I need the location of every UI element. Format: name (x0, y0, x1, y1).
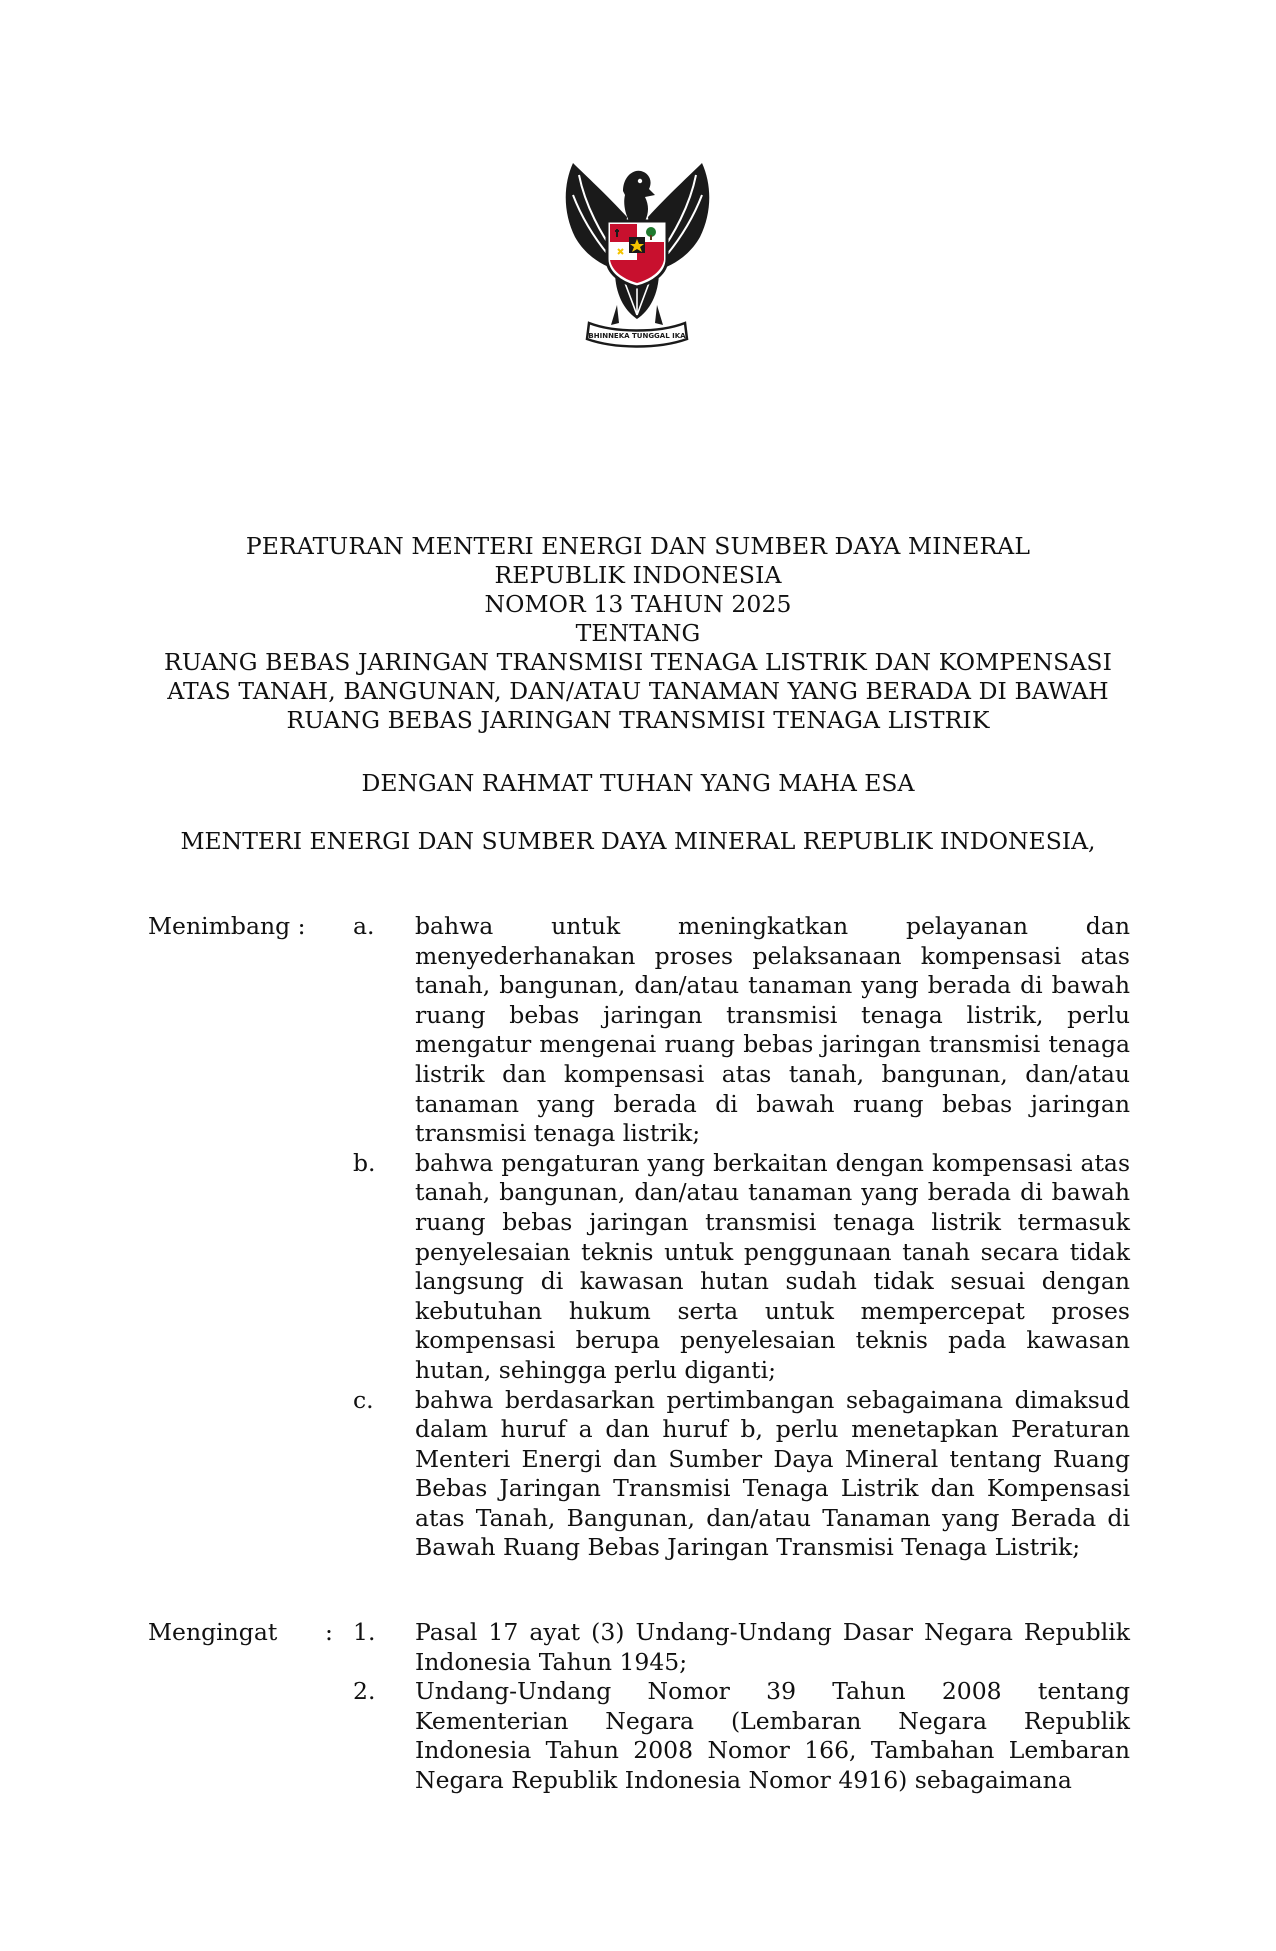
garuda-emblem-graphic (545, 155, 730, 355)
item-marker: 2. (353, 1677, 376, 1706)
mengingat-label: Mengingat (148, 1618, 278, 1646)
title-line: ATAS TANAH, BANGUNAN, DAN/ATAU TANAMAN YANG BERADA DI BAWAH (167, 677, 1109, 705)
mengingat-colon: : (325, 1618, 333, 1646)
regulation-title (100, 532, 1176, 735)
item-text: bahwa untuk meningkatkan pelayanan dan menyederhanakan proses pelaksanaan kompensasi atas tanah, bangunan, dan/atau tanaman yang berada di bawah ruang bebas jaringan transmisi tenaga listrik, perlu mengatur mengenai ruang bebas jaringan transmisi tenaga listrik dan kompensasi atas tanah, bangunan, dan/atau tanaman yang berada di bawah ruang bebas jaringan transmisi tenaga listrik; (415, 912, 1130, 1148)
mengingat-section (0, 1618, 1276, 1796)
item-text: Pasal 17 ayat (3) Undang-Undang Dasar Negara Republik Indonesia Tahun 1945; (415, 1618, 1130, 1676)
menimbang-item (0, 912, 1276, 1149)
menimbang-label: Menimbang : (148, 912, 306, 940)
title-line: RUANG BEBAS JARINGAN TRANSMISI TENAGA LISTRIK DAN KOMPENSASI (163, 648, 1112, 676)
mengingat-item (0, 1618, 1276, 1677)
title-line: NOMOR 13 TAHUN 2025 (484, 590, 792, 618)
item-marker: b. (353, 1148, 376, 1177)
item-text: Undang-Undang Nomor 39 Tahun 2008 tentang Kementerian Negara (Lembaran Negara Republik Indonesia Tahun 2008 Nomor 166, Tambahan Lembaran Negara Republik Indonesia Nomor 4916) sebagaimana (415, 1677, 1130, 1794)
menimbang-item (0, 1149, 1276, 1386)
item-marker: 1. (353, 1618, 376, 1646)
item-marker: c. (353, 1385, 374, 1414)
menimbang-section (0, 912, 1276, 1563)
rahmat-line: DENGAN RAHMAT TUHAN YANG MAHA ESA (361, 769, 915, 797)
title-line: TENTANG (575, 619, 701, 647)
title-line: PERATURAN MENTERI ENERGI DAN SUMBER DAYA MINERAL (245, 532, 1031, 560)
garuda-emblem (545, 155, 730, 355)
title-line: RUANG BEBAS JARINGAN TRANSMISI TENAGA LISTRIK (286, 706, 990, 734)
title-line: REPUBLIK INDONESIA (494, 561, 782, 589)
item-text: bahwa pengaturan yang berkaitan dengan kompensasi atas tanah, bangunan, dan/atau tanaman yang berada di bawah ruang bebas jaringan transmisi tenaga listrik termasuk penyelesaian teknis untuk penggunaan tanah secara tidak langsung di kawasan hutan sudah tidak sesuai dengan kebutuhan hukum serta untuk mempercepat proses kompensasi berupa penyelesaian teknis pada kawasan hutan, sehingga perlu diganti; (415, 1148, 1130, 1384)
mengingat-item (0, 1677, 1276, 1795)
item-marker: a. (353, 912, 375, 940)
menimbang-item (0, 1386, 1276, 1564)
menteri-line: MENTERI ENERGI DAN SUMBER DAYA MINERAL REPUBLIK INDONESIA, (180, 827, 1096, 855)
item-text: bahwa berdasarkan pertimbangan sebagaimana dimaksud dalam huruf a dan huruf b, perlu menetapkan Peraturan Menteri Energi dan Sumber Daya Mineral tentang Ruang Bebas Jaringan Transmisi Tenaga Listrik dan Kompensasi atas Tanah, Bangunan, dan/atau Tanaman yang Berada di Bawah Ruang Bebas Jaringan Transmisi Tenaga Listrik; (415, 1385, 1130, 1562)
emblem-motto: BHINNEKA TUNGGAL IKA (588, 332, 686, 340)
